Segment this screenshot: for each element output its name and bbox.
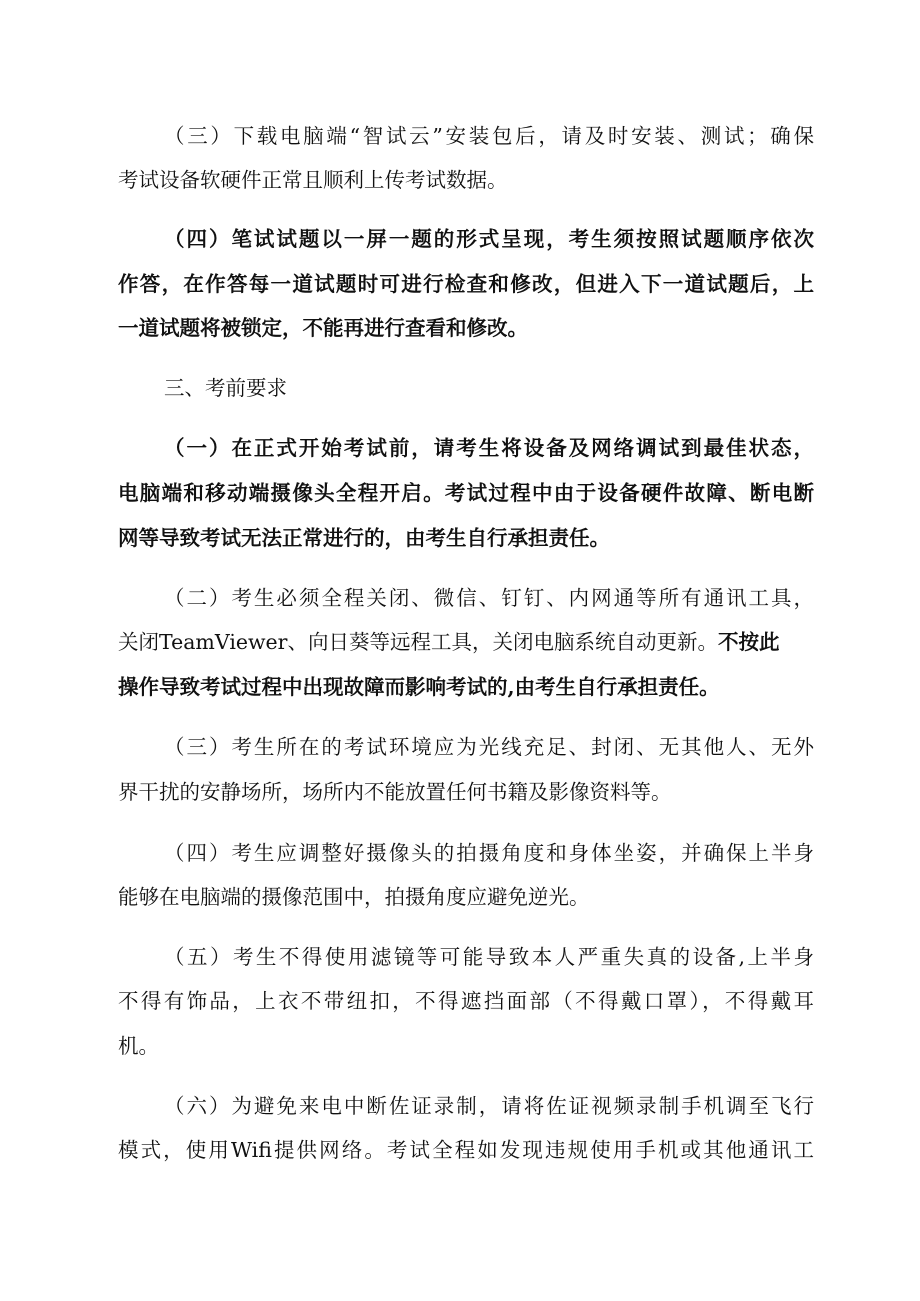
requirement-3-line-1: （三）考生所在的考试环境应为光线充足、封闭、无其他人、无外 xyxy=(164,735,814,759)
requirement-4-line-2: 能够在电脑端的摄像范围中，拍摄角度应避免逆光。 xyxy=(118,885,590,909)
requirement-5-line-2: 不得有饰品，上衣不带纽扣，不得遮挡面部（不得戴口罩），不得戴耳 xyxy=(118,989,814,1013)
paragraph-3-line-2: 考试设备软硬件正常且顺利上传考试数据。 xyxy=(118,168,508,192)
requirement-2-line-2-normal: 关闭TeamViewer、向日葵等远程工具，关闭电脑系统自动更新。 xyxy=(118,630,718,654)
requirement-6-line-2: 模式，使用Wifi提供网络。考试全程如发现违规使用手机或其他通讯工 xyxy=(118,1138,814,1162)
paragraph-4-line-3: 一道试题将被锁定，不能再进行查看和修改。 xyxy=(118,316,528,340)
paragraph-3-line-1: （三）下载电脑端“智试云”安装包后，请及时安装、测试；确保 xyxy=(164,124,814,148)
paragraph-4-line-1: （四）笔试试题以一屏一题的形式呈现，考生须按照试题顺序依次 xyxy=(164,227,814,251)
paragraph-4-line-2: 作答，在作答每一道试题时可进行检查和修改，但进入下一道试题后，上 xyxy=(118,272,814,296)
requirement-1-line-3: 网等导致考试无法正常进行的，由考生自行承担责任。 xyxy=(118,526,610,550)
requirement-2-line-2-bold: 不按此 xyxy=(717,630,780,654)
requirement-1-line-1: （一）在正式开始考试前，请考生将设备及网络调试到最佳状态， xyxy=(164,436,814,460)
section-heading: 三、考前要求 xyxy=(164,376,287,400)
requirement-2-line-2 xyxy=(118,622,814,662)
requirement-3-line-2: 界干扰的安静场所，场所内不能放置任何书籍及影像资料等。 xyxy=(118,780,672,804)
requirement-4-line-1: （四）考生应调整好摄像头的拍摄角度和身体坐姿，并确保上半身 xyxy=(164,841,814,865)
requirement-2-line-3: 操作导致考试过程中出现故障而影响考试的,由考生自行承担责任。 xyxy=(118,675,720,699)
requirement-2-line-1: （二）考生必须全程关闭、微信、钉钉、内网通等所有通讯工具， xyxy=(164,586,814,610)
requirement-5-line-1: （五）考生不得使用滤镜等可能导致本人严重失真的设备,上半身 xyxy=(164,945,814,969)
requirement-5-line-3: 机。 xyxy=(118,1034,159,1058)
requirement-6-line-1: （六）为避免来电中断佐证录制，请将佐证视频录制手机调至飞行 xyxy=(164,1094,814,1118)
requirement-1-line-2: 电脑端和移动端摄像头全程开启。考试过程中由于设备硬件故障、断电断 xyxy=(118,481,814,505)
